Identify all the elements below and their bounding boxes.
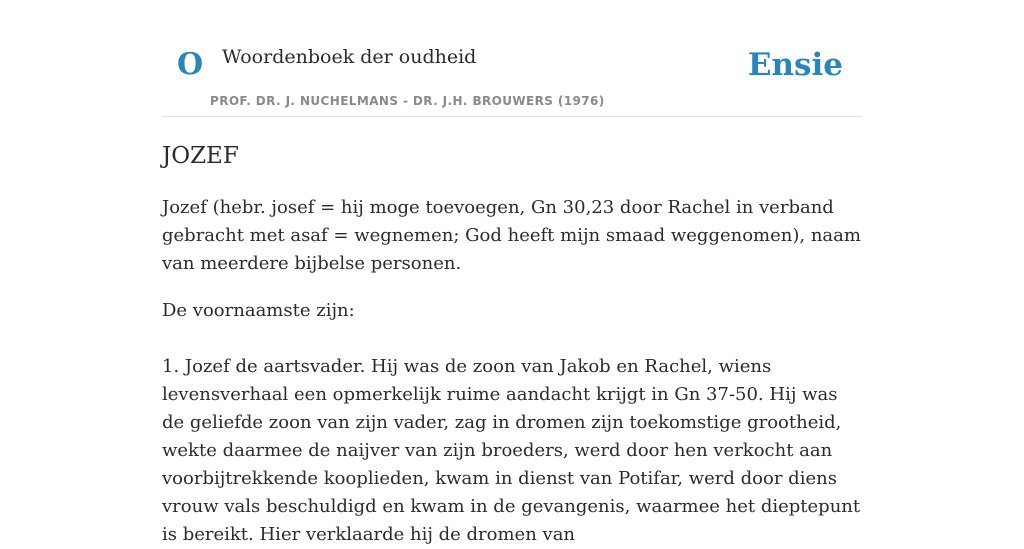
entry-paragraph-list-intro: De voornaamste zijn: xyxy=(162,299,355,321)
book-authors: PROF. DR. J. NUCHELMANS - DR. J.H. BROUWERS (1976) xyxy=(210,94,605,108)
ensie-logo-link[interactable]: Ensie xyxy=(747,47,843,83)
entry-content xyxy=(162,143,862,549)
entry-title: JOZEF xyxy=(162,143,239,169)
letter-index-link[interactable]: O xyxy=(177,47,204,82)
page-container xyxy=(162,0,862,549)
book-header xyxy=(162,0,862,117)
book-title-link[interactable]: Woordenboek der oudheid xyxy=(222,46,477,68)
entry-paragraph-intro: Jozef (hebr. josef = hij moge toevoegen, Gn 30,23 door Rachel in verband gebracht met asaf = wegnemen; God heeft mijn smaad weggenomen), naam van meerdere bijbelse personen. xyxy=(162,196,861,274)
entry-paragraph-item-1: 1. Jozef de aartsvader. Hij was de zoon van Jakob en Rachel, wiens levensverhaal een opmerkelijk ruime aandacht krijgt in Gn 37-50. Hij was de geliefde zoon van zijn vader, zag in dromen zijn toekomstige grootheid, wekte daarmee de naijver van zijn broeders, werd door hen verkocht aan voorbijtrekkende kooplieden, kwam in dienst van Potifar, werd door diens vrouw vals beschuldigd en kwam in de gevangenis, waarmee het dieptepunt is bereikt. Hier verklaarde hij de dromen van xyxy=(162,355,861,545)
